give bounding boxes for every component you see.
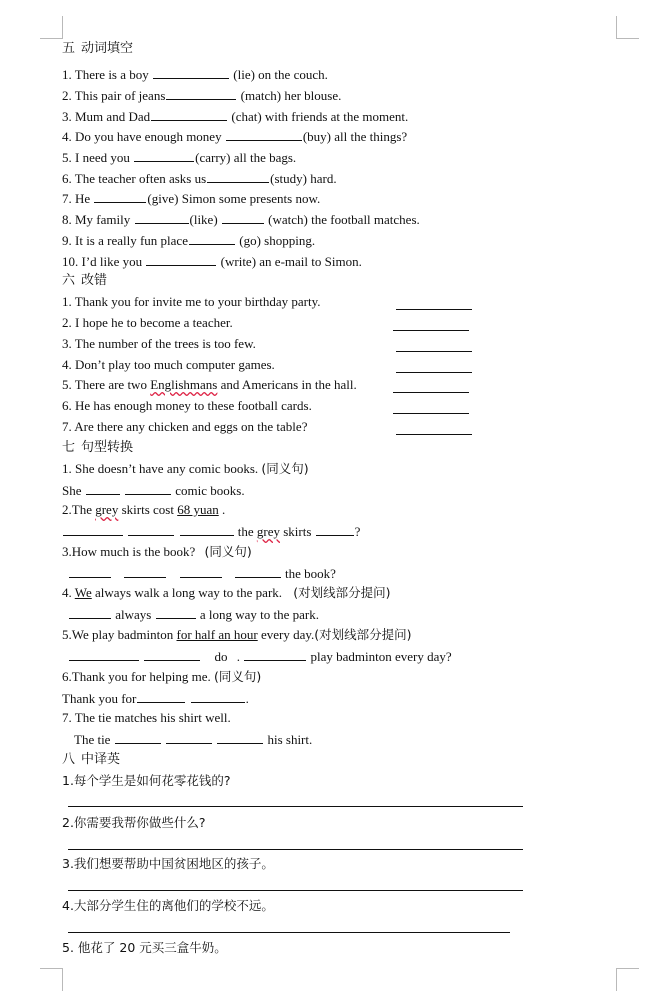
answer-blank[interactable] [222,211,264,224]
text-segment: 4. [62,585,75,600]
text-segment: 七 [62,440,76,455]
answer-row [68,648,452,665]
text-segment: 6. The teacher often asks us [62,171,207,186]
section-heading [62,273,107,289]
text-segment: (study) hard. [270,171,337,186]
answer-row [74,731,312,748]
text-segment: 6.Thank you for helping me. [62,669,211,684]
text-segment: 句型转换 [81,440,134,455]
text-segment: always [115,607,152,622]
text-segment: 动词填空 [81,41,134,56]
text-segment: . [218,502,226,517]
text-segment: We [74,585,92,600]
text-segment: 7. He [62,191,91,206]
exercise-item [62,669,261,685]
answer-blank[interactable] [156,606,196,619]
answer-blank[interactable] [69,565,111,578]
text-segment: the book? [285,566,336,581]
answer-blank[interactable] [69,648,139,661]
text-segment: 7. The tie matches his shirt well. [62,710,231,725]
answer-blank[interactable] [86,482,120,495]
exercise-item [62,232,315,249]
text-segment: (like) [189,212,218,227]
exercise-item [62,211,420,228]
page-corner-mark [40,16,63,39]
text-segment: 4. Don’t play too much computer games. [62,357,275,372]
exercise-item [62,710,231,726]
exercise-item [62,66,328,83]
answer-blank[interactable] [226,128,302,141]
answer-blank[interactable] [166,731,212,744]
answer-blank[interactable] [94,190,146,203]
exercise-item [62,357,275,373]
text-segment: every day. [257,627,315,642]
answer-blank[interactable] [153,66,229,79]
answer-line[interactable] [68,849,523,850]
answer-line[interactable] [68,890,523,891]
answer-line[interactable] [68,932,510,933]
text-segment: (同义句) [261,461,309,476]
text-segment: (chat) with friends at the moment. [231,109,409,124]
text-segment: 10. I’d like you [62,254,143,269]
answer-blank[interactable] [235,565,281,578]
answer-row [68,606,319,623]
text-segment: play badminton every day? [310,649,452,664]
text-segment: 3. Mum and Dad [62,109,151,124]
answer-blank[interactable] [124,565,166,578]
text-segment: . [236,649,240,664]
text-segment: (同义句) [214,669,262,684]
text-segment: 2.你需要我帮你做些什么? [62,815,206,830]
text-segment: 4. Do you have enough money [62,129,222,144]
exercise-item [62,87,341,104]
text-segment: 1. She doesn’t have any comic books. [62,461,259,476]
translation-prompt [62,773,231,789]
text-segment: 68 yuan [177,502,219,517]
text-segment: 5. 他花了 20 元买三盒牛奶。 [62,940,227,955]
text-segment: (对划线部分提问) [314,627,412,642]
text-segment: skirts [280,524,312,539]
exercise-item [62,149,296,166]
answer-row [62,690,249,707]
answer-blank[interactable] [191,690,245,703]
text-segment: 八 [62,752,76,767]
text-segment: (carry) all the bags. [195,150,297,165]
text-segment: (buy) all the things? [302,129,408,144]
translation-prompt [62,940,227,956]
text-segment: 3.How much is the book? [62,544,196,559]
text-segment: 1. There is a boy [62,67,149,82]
text-segment: 1. Thank you for invite me to your birthday party. [62,294,321,309]
answer-blank[interactable] [128,523,174,536]
answer-blank[interactable] [316,523,354,536]
text-segment: . [245,691,249,706]
answer-blank[interactable] [63,523,123,536]
exercise-item [62,336,256,352]
exercise-item [62,419,307,435]
answer-line[interactable] [396,351,472,352]
answer-blank[interactable] [134,149,194,162]
text-segment: 9. It is a really fun place [62,233,188,248]
answer-blank[interactable] [217,731,263,744]
text-segment: 8. My family [62,212,131,227]
text-segment: (go) shopping. [239,233,316,248]
text-segment: (write) an e-mail to Simon. [220,254,362,269]
section-heading [62,440,133,456]
exercise-item [62,315,233,331]
text-segment: for half an hour [176,627,258,642]
text-segment: do [214,649,228,664]
text-segment: The tie [74,732,111,747]
answer-blank[interactable] [125,482,171,495]
page-corner-mark [40,968,63,991]
answer-blank[interactable] [135,211,189,224]
text-segment: ? [354,524,361,539]
answer-blank[interactable] [69,606,111,619]
text-segment: (lie) on the couch. [233,67,328,82]
text-segment: 中译英 [81,752,121,767]
answer-line[interactable] [396,434,472,435]
text-segment: 6. He has enough money to these football cards. [62,398,312,413]
text-segment: the [237,524,257,539]
text-segment: (对划线部分提问) [293,585,391,600]
text-segment: (match) her blouse. [240,88,342,103]
text-segment: 2. This pair of jeans [62,88,166,103]
text-segment: 六 [62,273,76,288]
text-segment: (watch) the football matches. [268,212,420,227]
answer-row [62,482,245,499]
text-segment: always walk a long way to the park. [91,585,283,600]
text-segment: 1.每个学生是如何花零花钱的? [62,773,231,788]
text-segment: She [62,483,82,498]
answer-blank[interactable] [115,731,161,744]
text-segment: 3. The number of the trees is too few. [62,336,256,351]
answer-blank[interactable] [166,87,236,100]
exercise-item [62,128,407,145]
answer-blank[interactable] [151,108,227,121]
answer-blank[interactable] [244,648,306,661]
answer-row [62,523,360,540]
answer-line[interactable] [396,309,472,310]
answer-blank[interactable] [137,690,185,703]
exercise-item [62,294,321,310]
section-heading [62,41,133,57]
translation-prompt [62,856,274,872]
exercise-item [62,170,337,187]
text-segment: 五 [62,41,76,56]
text-segment: Thank you for [62,691,137,706]
text-segment: 5. There are two [62,377,151,392]
answer-blank[interactable] [189,232,235,245]
answer-line[interactable] [393,392,469,393]
answer-line[interactable] [393,330,469,331]
text-segment: a long way to the park. [199,607,319,622]
text-segment: and Americans in the hall. [217,377,357,392]
answer-line[interactable] [396,372,472,373]
answer-blank[interactable] [144,648,200,661]
text-segment: 5.We play badminton [62,627,177,642]
exercise-item [62,398,312,414]
answer-blank[interactable] [207,170,269,183]
text-segment: 3.我们想要帮助中国贫困地区的孩子。 [62,856,274,871]
page-corner-mark [616,16,639,39]
answer-row [68,565,336,582]
exercise-item [62,108,408,125]
exercise-item [62,377,357,393]
text-segment: 2.The [62,502,96,517]
answer-blank[interactable] [180,523,234,536]
text-segment: comic books. [175,483,245,498]
text-segment: grey [256,524,280,539]
text-segment: skirts cost [118,502,178,517]
answer-line[interactable] [68,806,523,807]
text-segment: 7. Are there any chicken and eggs on the table? [62,419,308,434]
text-segment: (同义句) [204,544,252,559]
exercise-item [62,253,362,270]
exercise-item [62,544,252,560]
text-segment: 2. I hope he to become a teacher. [62,315,233,330]
text-segment: Englishmans [150,377,218,392]
text-segment: 改错 [81,273,108,288]
text-segment: (give) Simon some presents now. [147,191,321,206]
page-corner-mark [616,968,639,991]
exercise-item [62,627,412,643]
exercise-item [62,461,309,477]
section-heading [62,752,120,768]
exercise-item [62,190,320,207]
exercise-item [62,585,391,601]
text-segment: 5. I need you [62,150,130,165]
translation-prompt [62,815,206,831]
translation-prompt [62,898,274,914]
answer-blank[interactable] [180,565,222,578]
text-segment: grey [95,502,119,517]
text-segment: his shirt. [267,732,313,747]
answer-line[interactable] [393,413,469,414]
answer-blank[interactable] [146,253,216,266]
text-segment: 4.大部分学生住的离他们的学校不远。 [62,898,274,913]
exercise-item [62,502,225,518]
